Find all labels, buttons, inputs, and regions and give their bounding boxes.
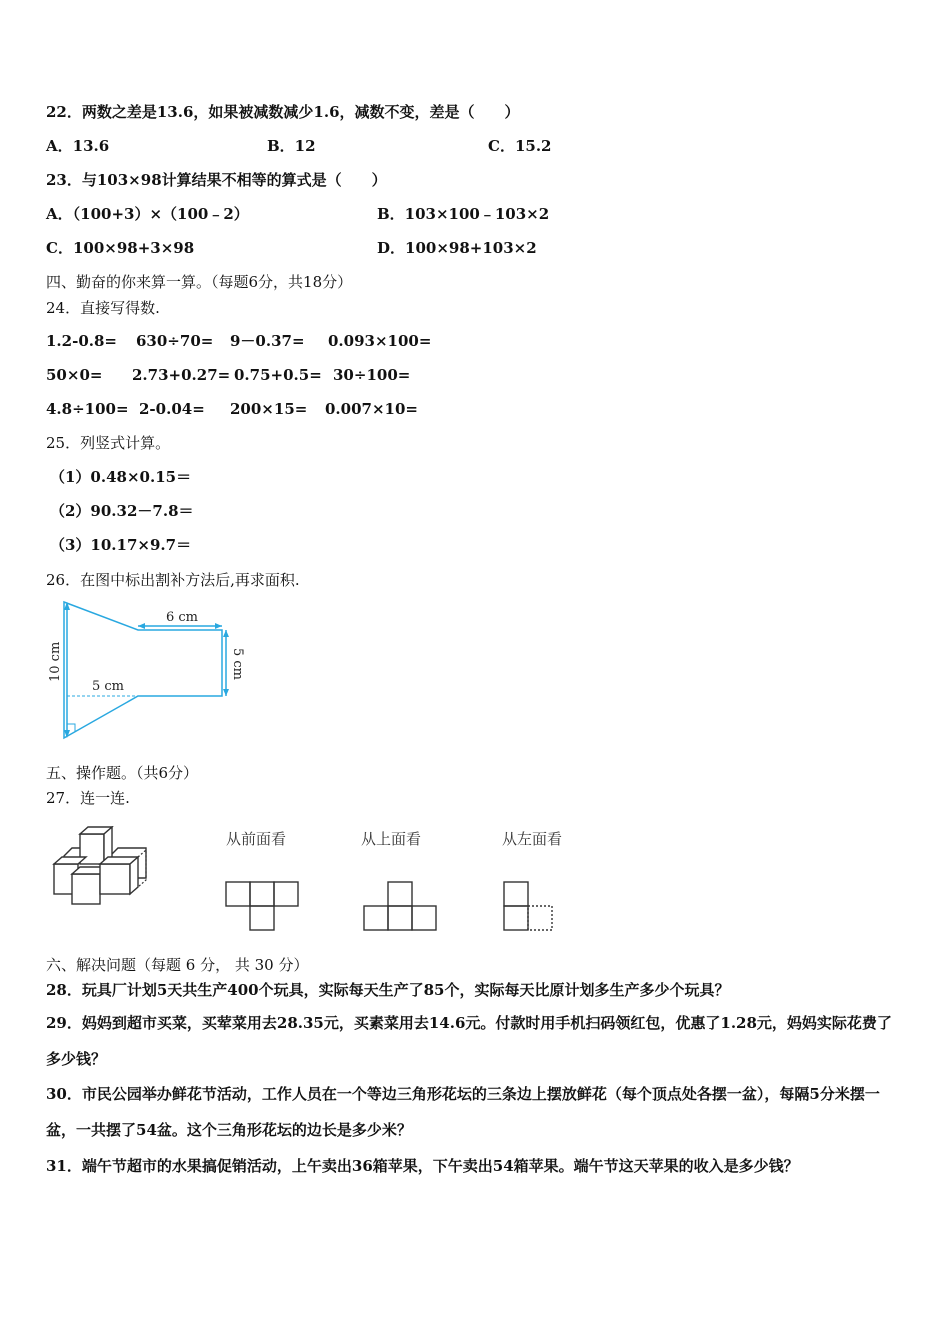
q23-option-d: D．100×98+103×2	[377, 239, 537, 257]
q24-stem: 24．直接写得数.	[46, 299, 160, 317]
label-10cm: 10 cm	[48, 641, 63, 682]
q23-stem: 23．与103×98计算结果不相等的算式是（ ）	[46, 171, 387, 189]
q24-item: 630÷70=	[136, 332, 214, 350]
q22-option-a: A．13.6	[46, 137, 110, 155]
trapezoid-figure	[40, 592, 260, 752]
cube-stack-figure	[48, 826, 160, 910]
q28-text: 28．玩具厂计划5天共生产400个玩具，实际每天生产了85个，实际每天比原计划多生产多少个玩具？	[46, 981, 730, 999]
label-6cm: 6 cm	[166, 610, 199, 625]
q23-option-b: B．103×100﹣103×2	[377, 205, 550, 223]
q25-stem: 25．列竖式计算。	[46, 434, 171, 452]
view-label-front: 从前面看	[226, 830, 287, 848]
q22-option-b: B．12	[267, 137, 316, 155]
section-5-heading: 五、操作题。（共6分）	[46, 764, 199, 782]
section-4-heading: 四、勤奋的你来算一算。（每题6分，共18分）	[46, 273, 353, 291]
q24-item: 0.75+0.5=	[234, 366, 322, 384]
section-6-heading: 六、解决问题（每题 6 分， 共 30 分）	[46, 956, 309, 974]
top-view-shape	[360, 878, 442, 934]
q25-item: （2）90.32－7.8＝	[50, 502, 194, 520]
q24-item: 4.8÷100=	[46, 400, 129, 418]
view-label-left: 从左面看	[502, 830, 563, 848]
q23-option-c: C．100×98+3×98	[46, 239, 195, 257]
q31-text: 31．端午节超市的水果搞促销活动，上午卖出36箱苹果，下午卖出54箱苹果。端午节这天苹果的收入是多少钱？	[46, 1157, 799, 1175]
label-5cm-right: 5 cm	[230, 648, 245, 681]
q22-stem: 22．两数之差是13.6，如果被减数减少1.6，减数不变，差是（ ）	[46, 103, 520, 121]
q26-stem: 26．在图中标出割补方法后,再求面积.	[46, 571, 300, 589]
q24-item: 2.73+0.27=	[132, 366, 231, 384]
q24-item: 2-0.04=	[139, 400, 205, 418]
q24-item: 9－0.37=	[230, 332, 305, 350]
q24-item: 30÷100=	[333, 366, 411, 384]
q30-text: 30．市民公园举办鲜花节活动，工作人员在一个等边三角形花坛的三条边上摆放鲜花（每个顶点处各摆一盆），每隔5分米摆一盆，一共摆了54盆。这个三角形花坛的边长是多少米？	[46, 1085, 880, 1139]
label-5cm-inner: 5 cm	[92, 679, 125, 694]
q24-item: 50×0=	[46, 366, 103, 384]
q27-stem: 27．连一连.	[46, 789, 130, 807]
q24-item: 0.093×100=	[328, 332, 432, 350]
front-view-shape	[222, 878, 304, 934]
q24-item: 1.2-0.8=	[46, 332, 117, 350]
q25-item: （3）10.17×9.7＝	[50, 536, 192, 554]
q24-item: 200×15=	[230, 400, 308, 418]
q22-option-c: C．15.2	[488, 137, 552, 155]
q24-item: 0.007×10=	[325, 400, 418, 418]
q23-option-a: A．（100+3）×（100﹣2）	[46, 205, 249, 223]
view-label-top: 从上面看	[361, 830, 422, 848]
q29-text: 29．妈妈到超市买菜，买荤菜用去28.35元，买素菜用去14.6元。付款时用手机扫码领红包，优惠了1.28元，妈妈实际花费了多少钱？	[46, 1014, 892, 1068]
left-view-shape	[500, 878, 560, 934]
figure-outline	[64, 602, 222, 738]
q25-item: （1）0.48×0.15＝	[50, 468, 192, 486]
